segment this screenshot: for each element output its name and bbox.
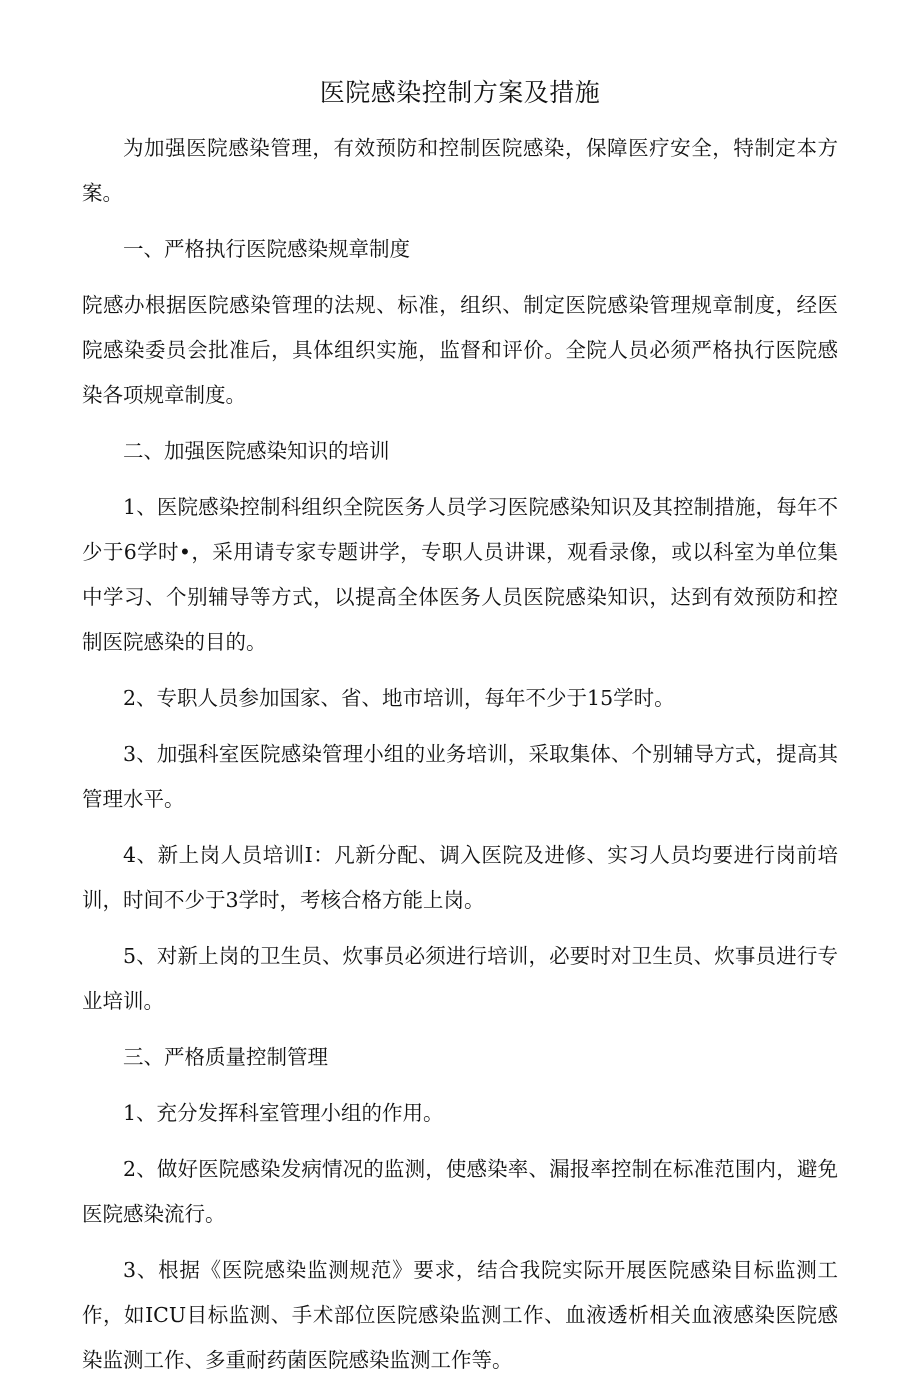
paragraph-intro: 为加强医院感染管理，有效预防和控制医院感染，保障医疗安全，特制定本方案。 bbox=[82, 136, 838, 205]
paragraph-2-3: 3、加强科室医院感染管理小组的业务培训，采取集体、个别辅导方式，提高其管理水平。 bbox=[82, 742, 838, 811]
paragraph-2-2: 2、专职人员参加国家、省、地市培训，每年不少于15学时。 bbox=[123, 686, 675, 710]
paragraph-2-4: 4、新上岗人员培训I：凡新分配、调入医院及进修、实习人员均要进行岗前培训，时间不少于3学时，考核合格方能上岗。 bbox=[82, 843, 838, 912]
paragraph-section-1: 院感办根据医院感染管理的法规、标准，组织、制定医院感染管理规章制度，经医院感染委员会批准后，具体组织实施，监督和评价。全院人员必须严格执行医院感染各项规章制度。 bbox=[82, 293, 838, 407]
paragraph-3-1: 1、充分发挥科室管理小组的作用。 bbox=[123, 1101, 444, 1125]
section-heading-3: 三、严格质量控制管理 bbox=[123, 1045, 328, 1069]
document-page bbox=[82, 70, 838, 1394]
paragraph-2-5: 5、对新上岗的卫生员、炊事员必须进行培训，必要时对卫生员、炊事员进行专业培训。 bbox=[82, 944, 838, 1013]
paragraph-3-2: 2、做好医院感染发病情况的监测，使感染率、漏报率控制在标准范围内，避免医院感染流行。 bbox=[82, 1157, 838, 1226]
section-heading-2: 二、加强医院感染知识的培训 bbox=[123, 439, 390, 463]
section-heading-1: 一、严格执行医院感染规章制度 bbox=[123, 237, 410, 261]
paragraph-3-3: 3、根据《医院感染监测规范》要求，结合我院实际开展医院感染目标监测工作，如ICU目标监测、手术部位医院感染监测工作、血液透析相关血液感染医院感染监测工作、多重耐药菌医院感染监测工作等。 bbox=[82, 1258, 838, 1372]
document-title: 医院感染控制方案及措施 bbox=[319, 78, 601, 107]
paragraph-2-1: 1、医院感染控制科组织全院医务人员学习医院感染知识及其控制措施，每年不少于6学时•，采用请专家专题讲学，专职人员讲课，观看录像，或以科室为单位集中学习、个别辅导等方式，以提高全体医务人员医院感染知识，达到有效预防和控制医院感染的目的。 bbox=[82, 495, 838, 654]
